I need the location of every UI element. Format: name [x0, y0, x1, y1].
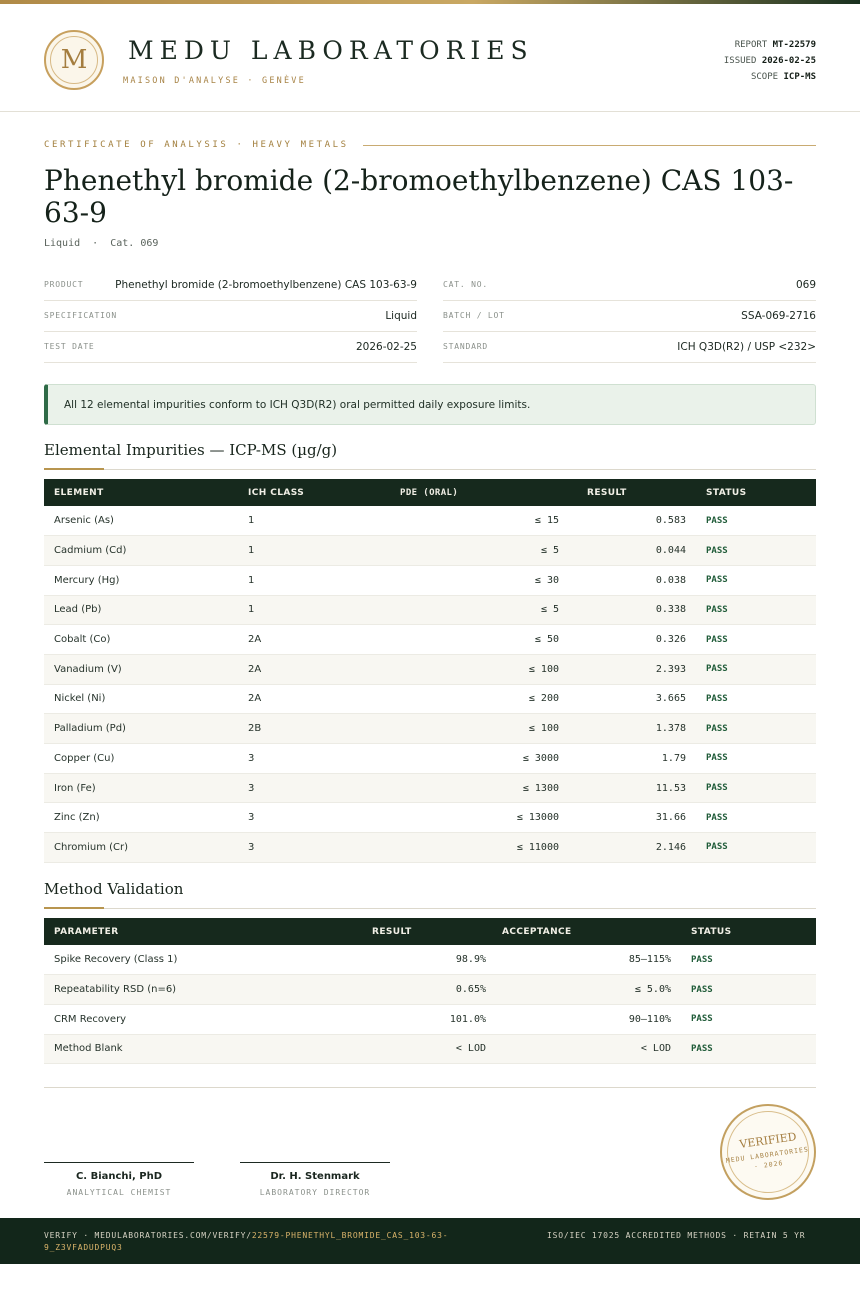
report-number: MT-22579	[772, 40, 816, 50]
result-cell: 1.378	[569, 714, 696, 744]
element-cell: Arsenic (As)	[44, 506, 238, 536]
status-badge: PASS	[681, 1034, 816, 1064]
table-row	[44, 945, 816, 975]
seal-main-text: VERIFIED	[738, 1130, 798, 1151]
table-row	[44, 684, 816, 714]
impurities-section-accent	[44, 468, 104, 470]
field-label: SPECIFICATION	[44, 311, 118, 320]
status-badge: PASS	[696, 565, 816, 595]
element-cell: Vanadium (V)	[44, 654, 238, 684]
status-badge: PASS	[696, 595, 816, 625]
table-row	[44, 975, 816, 1005]
result-cell: < LOD	[350, 1034, 496, 1064]
accreditation-note: ISO/IEC 17025 ACCREDITED METHODS · RETAIN 5 YR	[547, 1231, 806, 1240]
element-cell: Mercury (Hg)	[44, 565, 238, 595]
ich-class-cell: 3	[238, 833, 379, 863]
pde-cell: ≤ 5	[379, 595, 569, 625]
fields-left-column	[44, 270, 417, 363]
table-row	[44, 536, 816, 566]
result-cell: 0.044	[569, 536, 696, 566]
field-test-date	[44, 332, 417, 363]
table-row	[44, 773, 816, 803]
parameter-cell: CRM Recovery	[44, 1004, 350, 1034]
table-row	[44, 714, 816, 744]
ich-class-cell: 1	[238, 536, 379, 566]
pde-cell: ≤ 15	[379, 506, 569, 536]
field-value: 069	[795, 279, 816, 291]
status-badge: PASS	[696, 803, 816, 833]
ich-class-cell: 1	[238, 595, 379, 625]
conformance-banner: All 12 elemental impurities conform to ICH Q3D(R2) oral permitted daily exposure limits.	[44, 384, 816, 425]
report-meta	[724, 37, 816, 85]
fields-right-column	[443, 270, 816, 363]
element-cell: Cobalt (Co)	[44, 625, 238, 655]
report-header	[0, 4, 860, 112]
validation-section-title: Method Validation	[44, 880, 184, 898]
field-cat-no	[443, 270, 816, 301]
validation-header-row	[44, 918, 816, 945]
impurities-section-rule	[44, 469, 816, 470]
element-cell: Palladium (Pd)	[44, 714, 238, 744]
column-header: PARAMETER	[44, 918, 350, 945]
field-product	[44, 270, 417, 301]
impurities-section-title: Elemental Impurities — ICP-MS (µg/g)	[44, 441, 338, 459]
field-value: ICH Q3D(R2) / USP <232>	[677, 341, 816, 353]
table-row	[44, 565, 816, 595]
product-title: Phenethyl bromide (2-bromoethylbenzene) CAS 103-63-9	[44, 164, 794, 229]
ich-class-cell: 2A	[238, 625, 379, 655]
ich-class-cell: 3	[238, 744, 379, 774]
acceptance-cell: < LOD	[496, 1034, 681, 1064]
signatory-name: C. Bianchi, PhD	[75, 1171, 163, 1182]
table-row	[44, 595, 816, 625]
table-row	[44, 744, 816, 774]
field-label: TEST DATE	[44, 342, 95, 351]
report-label: REPORT	[734, 40, 768, 50]
status-badge: PASS	[696, 714, 816, 744]
element-cell: Chromium (Cr)	[44, 833, 238, 863]
verified-seal	[720, 1104, 816, 1200]
column-header: PDE (ORAL)	[379, 479, 569, 506]
column-header: RESULT	[569, 479, 696, 506]
element-cell: Zinc (Zn)	[44, 803, 238, 833]
status-badge: PASS	[681, 975, 816, 1005]
element-cell: Nickel (Ni)	[44, 684, 238, 714]
table-row	[44, 625, 816, 655]
impurities-header-row	[44, 479, 816, 506]
issued-label: ISSUED	[723, 56, 757, 66]
table-row	[44, 1004, 816, 1034]
product-subtitle: Liquid · Cat. 069	[44, 238, 159, 249]
ich-class-cell: 2A	[238, 654, 379, 684]
field-label: CAT. NO.	[443, 280, 488, 289]
ich-class-cell: 3	[238, 803, 379, 833]
verify-prefix: VERIFY · MEDULABORATORIES.COM/VERIFY/	[44, 1231, 252, 1240]
acceptance-cell: 90–110%	[496, 1004, 681, 1034]
column-header: ICH CLASS	[238, 479, 379, 506]
pde-cell: ≤ 1300	[379, 773, 569, 803]
column-header: ACCEPTANCE	[496, 918, 681, 945]
certificate-eyebrow	[44, 139, 816, 151]
eyebrow-rule	[363, 145, 816, 146]
table-row	[44, 1034, 816, 1064]
status-badge: PASS	[696, 654, 816, 684]
pde-cell: ≤ 100	[379, 714, 569, 744]
ich-class-cell: 2A	[238, 684, 379, 714]
result-cell: 0.65%	[350, 975, 496, 1005]
element-cell: Copper (Cu)	[44, 744, 238, 774]
validation-section-accent	[44, 907, 104, 909]
ich-class-cell: 1	[238, 506, 379, 536]
field-value: SSA-069-2716	[741, 310, 816, 322]
pde-cell: ≤ 5	[379, 536, 569, 566]
status-badge: PASS	[696, 833, 816, 863]
ich-class-cell: 1	[238, 565, 379, 595]
brand-name: MEDU LABORATORIES	[128, 36, 534, 65]
validation-table	[44, 918, 816, 1064]
status-badge: PASS	[681, 945, 816, 975]
signatory-role: ANALYTICAL CHEMIST	[66, 1188, 172, 1197]
signature-analyst	[44, 1162, 194, 1197]
logo-monogram: M	[50, 36, 98, 84]
pde-cell: ≤ 30	[379, 565, 569, 595]
field-value: Liquid	[385, 310, 417, 322]
result-cell: 0.338	[569, 595, 696, 625]
parameter-cell: Repeatability RSD (n=6)	[44, 975, 350, 1005]
report-footer	[0, 1218, 860, 1264]
column-header: STATUS	[696, 479, 816, 506]
signatory-role: LABORATORY DIRECTOR	[259, 1188, 371, 1197]
seal-sub-text: MEDU LABORATORIES · 2026	[725, 1145, 810, 1171]
pde-cell: ≤ 50	[379, 625, 569, 655]
element-cell: Lead (Pb)	[44, 595, 238, 625]
table-row	[44, 833, 816, 863]
status-badge: PASS	[696, 773, 816, 803]
signatory-name: Dr. H. Stenmark	[270, 1171, 360, 1182]
parameter-cell: Spike Recovery (Class 1)	[44, 945, 350, 975]
result-cell: 1.79	[569, 744, 696, 774]
scope-label: SCOPE	[750, 72, 779, 82]
field-specification	[44, 301, 417, 332]
pde-cell: ≤ 100	[379, 654, 569, 684]
status-badge: PASS	[696, 506, 816, 536]
table-row	[44, 506, 816, 536]
result-cell: 98.9%	[350, 945, 496, 975]
ich-class-cell: 2B	[238, 714, 379, 744]
pde-cell: ≤ 3000	[379, 744, 569, 774]
acceptance-cell: 85–115%	[496, 945, 681, 975]
result-cell: 101.0%	[350, 1004, 496, 1034]
impurities-table	[44, 479, 816, 863]
result-cell: 3.665	[569, 684, 696, 714]
signature-director	[240, 1162, 390, 1197]
brand-tagline: MAISON D'ANALYSE · GENÈVE	[123, 76, 306, 86]
element-cell: Iron (Fe)	[44, 773, 238, 803]
status-badge: PASS	[681, 1004, 816, 1034]
field-label: BATCH / LOT	[443, 311, 505, 320]
field-standard	[443, 332, 816, 363]
column-header: ELEMENT	[44, 479, 238, 506]
pde-cell: ≤ 200	[379, 684, 569, 714]
acceptance-cell: ≤ 5.0%	[496, 975, 681, 1005]
table-row	[44, 654, 816, 684]
element-cell: Cadmium (Cd)	[44, 536, 238, 566]
pde-cell: ≤ 11000	[379, 833, 569, 863]
status-badge: PASS	[696, 744, 816, 774]
field-batch-lot	[443, 301, 816, 332]
result-cell: 0.038	[569, 565, 696, 595]
table-row	[44, 803, 816, 833]
lab-logo	[44, 30, 104, 90]
field-label: PRODUCT	[44, 280, 84, 289]
column-header: RESULT	[350, 918, 496, 945]
result-cell: 31.66	[569, 803, 696, 833]
result-cell: 11.53	[569, 773, 696, 803]
signature-section-rule	[44, 1087, 816, 1088]
verify-line	[44, 1230, 504, 1254]
field-label: STANDARD	[443, 342, 488, 351]
status-badge: PASS	[696, 625, 816, 655]
status-badge: PASS	[696, 684, 816, 714]
field-value: Phenethyl bromide (2-bromoethylbenzene) CAS 103-63-9	[115, 279, 417, 291]
scope-value: ICP-MS	[783, 72, 816, 82]
field-value: 2026-02-25	[355, 341, 417, 353]
validation-section-rule	[44, 908, 816, 909]
pde-cell: ≤ 13000	[379, 803, 569, 833]
result-cell: 0.583	[569, 506, 696, 536]
result-cell: 2.146	[569, 833, 696, 863]
eyebrow-text: CERTIFICATE OF ANALYSIS · HEAVY METALS	[44, 140, 349, 150]
ich-class-cell: 3	[238, 773, 379, 803]
column-header: STATUS	[681, 918, 816, 945]
result-cell: 0.326	[569, 625, 696, 655]
parameter-cell: Method Blank	[44, 1034, 350, 1064]
result-cell: 2.393	[569, 654, 696, 684]
status-badge: PASS	[696, 536, 816, 566]
verify-link[interactable]: 22579-PHENETHYL_BROMIDE_CAS_103-63-9_Z3VFADUDPUQ3	[44, 1231, 449, 1252]
issued-date: 2026-02-25	[761, 56, 816, 66]
